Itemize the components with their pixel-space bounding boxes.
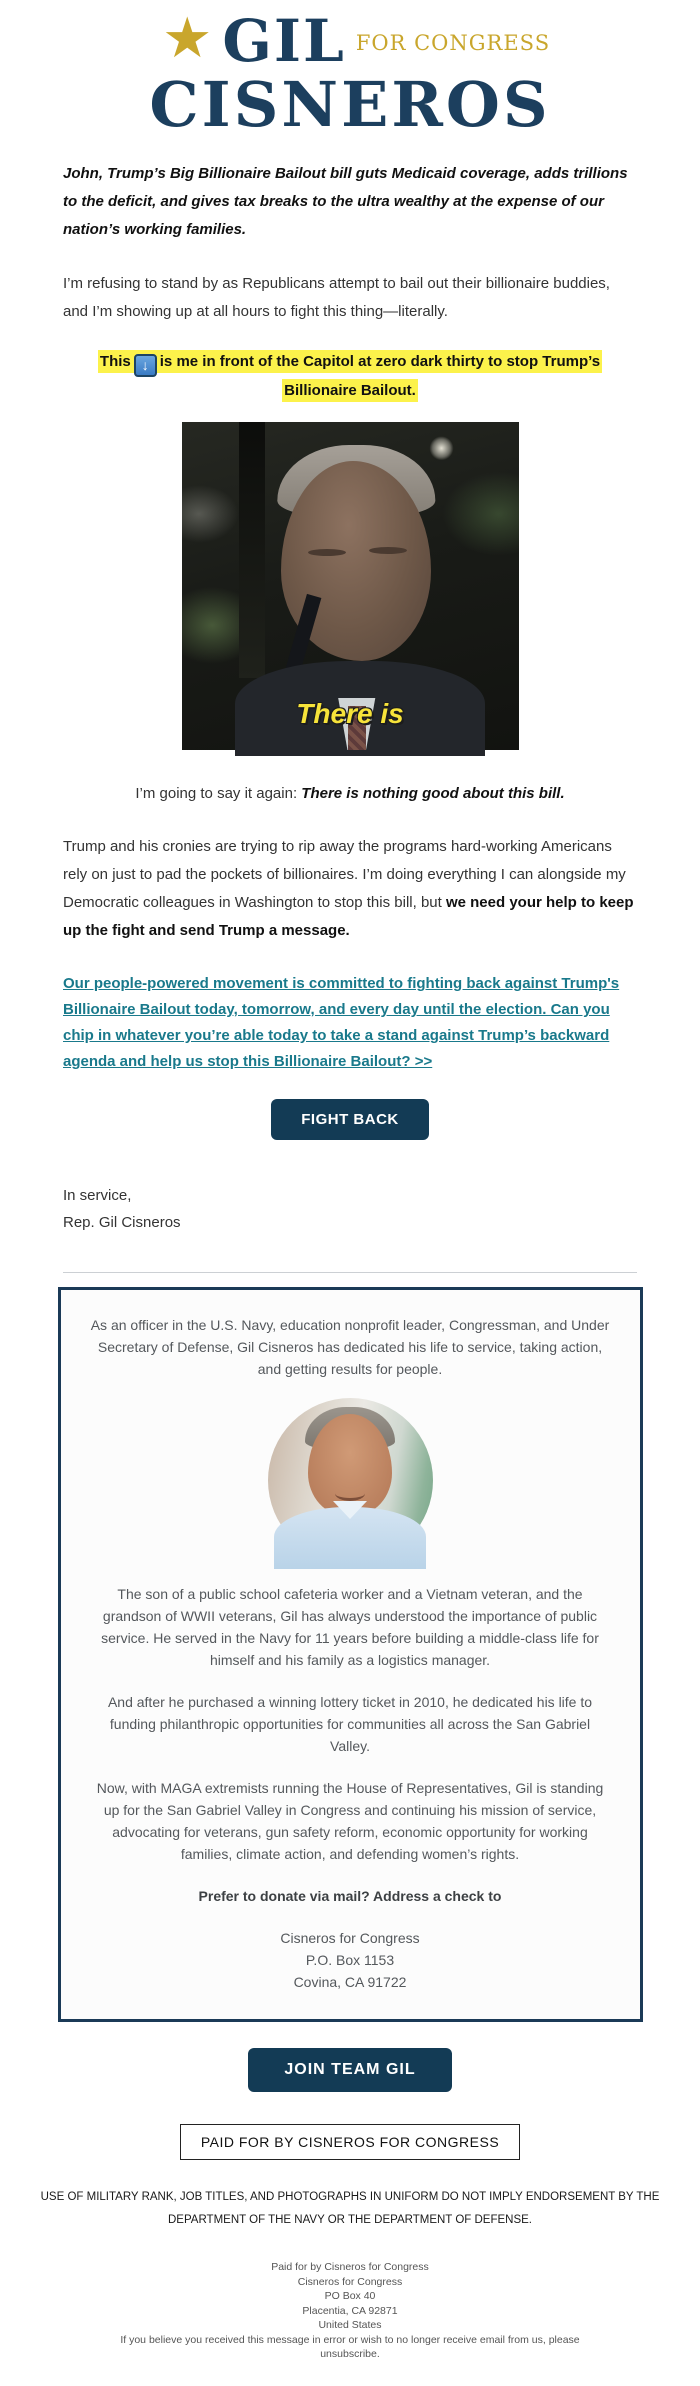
donate-link[interactable]: Our people-powered movement is committed to fighting back against Trump's Billionaire Bailout today, tomorrow, and every day until the election. Can you chip in whatever you’re able today to take a stand against Trump’s backward agenda and help us stop this Billionaire Bailout? >> [63, 975, 620, 1070]
cronies-paragraph [63, 833, 637, 945]
logo-tagline-block [355, 27, 551, 55]
military-disclaimer: USE OF MILITARY RANK, JOB TITLES, AND PHOTOGRAPHS IN UNIFORM DO NOT IMPLY ENDORSEMENT BY THE DEPARTMENT OF THE NAVY OR THE DEPARTMENT OF DEFENSE. [40, 2191, 660, 2226]
bio-paragraph-1: As an officer in the U.S. Navy, education nonprofit leader, Congressman, and Under Secretary of Defense, Gil Cisneros has dedicated his life to service, taking action, and getting results for people. [90, 1317, 610, 1377]
headshot-photo [268, 1398, 433, 1563]
footer-line-2: Cisneros for Congress [297, 2275, 403, 2288]
star-icon: ★ [162, 6, 213, 69]
logo-name-bottom: CISNEROS [149, 68, 551, 141]
highlighted-callout [63, 348, 637, 404]
bio-card [58, 1287, 643, 2022]
footer-line-3: PO Box 40 [324, 2290, 376, 2302]
address-line-2: P.O. Box 1153 [305, 1952, 395, 1968]
donate-by-mail-heading: Prefer to donate via mail? Address a check to [198, 1888, 502, 1904]
eyebrow-right [369, 547, 407, 554]
fight-back-button[interactable]: FIGHT BACK [271, 1099, 429, 1140]
paid-for-box: PAID FOR BY CISNEROS FOR CONGRESS [180, 2124, 520, 2160]
say-again-bold: There is nothing good about this bill. [301, 785, 565, 802]
footer-address-block [0, 2260, 700, 2386]
divider [63, 1272, 637, 1273]
refusing-paragraph: I’m refusing to stand by as Republicans attempt to bail out their billionaire buddies, and I’m showing up at all hours to fight this thing—literally. [63, 275, 610, 320]
bio-paragraph-3: And after he purchased a winning lottery ticket in 2010, he dedicated his life to funding philanthropic opportunities for communities all across the San Gabriel Valley. [107, 1694, 593, 1754]
bio-paragraph-4: Now, with MAGA extremists running the House of Representatives, Gil is standing up for the San Gabriel Valley in Congress and continuing his mission of service, advocating for veterans, gun safety reform, economic opportunity for working families, climate action, and defending women’s rights. [96, 1780, 604, 1862]
logo-tagline: FOR CONGRESS [355, 31, 551, 55]
join-team-gil-button[interactable]: JOIN TEAM GIL [248, 2048, 451, 2092]
eyebrow-left [308, 549, 346, 556]
say-again-regular: I’m going to say it again: [135, 785, 302, 802]
footer-line-5: United States [318, 2319, 382, 2331]
cronies-bold: we need your help to keep up the fight and send Trump a message. [63, 894, 634, 939]
logo-name-top: GIL [222, 7, 346, 75]
signoff [63, 1182, 637, 1236]
footer-line-4: Placentia, CA 92871 [302, 2304, 398, 2317]
lamppost-shape [239, 422, 265, 678]
mail-address [91, 1927, 610, 1993]
down-arrow-emoji-icon: ↓ [134, 354, 157, 377]
signoff-line2: Rep. Gil Cisneros [63, 1214, 181, 1231]
cronies-regular: Trump and his cronies are trying to rip away the programs hard-working Americans rely on just to pad the pockets of billionaires. I’m doing everything I can alongside my Democratic colleagues in Washington to stop this bill, but [63, 838, 626, 911]
intro-paragraph: John, Trump’s Big Billionaire Bailout bill guts Medicaid coverage, adds trillions to the deficit, and gives tax breaks to the ultra wealthy at the expense of our nation’s working families. [63, 165, 628, 238]
headshot-smile [335, 1486, 365, 1501]
address-line-1: Cisneros for Congress [280, 1930, 420, 1946]
video-thumbnail[interactable] [182, 422, 519, 750]
address-line-3: Covina, CA 91722 [293, 1974, 407, 1990]
bio-paragraph-2: The son of a public school cafeteria worker and a Vietnam veteran, and the grandson of WWII veterans, Gil has always understood the importance of public service. He served in the Navy for 11 years before building a middle-class life for himself and his family as a logistics manager. [101, 1586, 599, 1668]
footer-note: If you believe you received this message in error or wish to no longer receive email from us, please [120, 2333, 580, 2346]
campaign-logo[interactable] [0, 0, 700, 141]
video-caption: There is [296, 698, 404, 729]
unsubscribe-link[interactable]: unsubscribe. [320, 2348, 380, 2360]
say-again-line [63, 780, 637, 807]
highlight-text-part2: is me in front of the Capitol at zero dark thirty to stop Trump’s Billionaire Bailout. [159, 353, 601, 399]
footer-line-1: Paid for by Cisneros for Congress [271, 2261, 429, 2273]
highlight-text-part1: This [99, 353, 131, 370]
signoff-line1: In service, [63, 1187, 132, 1204]
